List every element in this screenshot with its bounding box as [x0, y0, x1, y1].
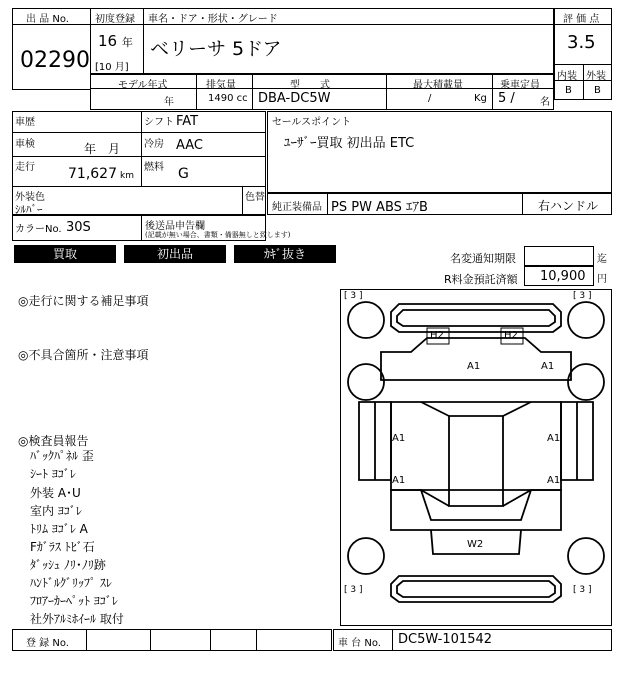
max-load-unit: Kg	[474, 93, 487, 104]
chassis-no-label: 車 台 No.	[338, 638, 381, 649]
inspector-line: ﾌﾛｱｰｶｰﾍﾟｯﾄ ﾖｺﾞﾚ	[30, 594, 118, 608]
mileage-value: 71,627	[68, 166, 117, 182]
history-label: 車歴	[15, 117, 35, 128]
car-outline-diagram	[341, 290, 611, 625]
damage-mark: H2	[504, 330, 518, 341]
color-change-label: 色替	[245, 192, 265, 203]
inspector-line: 室内 ﾖｺﾞﾚ	[30, 504, 82, 518]
first-registration-label: 初度登録	[95, 14, 135, 25]
capacity-label: 乗車定員	[500, 80, 540, 91]
inspection-value: 年 月	[84, 142, 121, 156]
exterior-grade-label: 外装	[586, 71, 606, 82]
recycle-fee-label: R料金預託済額	[444, 273, 518, 286]
tag-first-listing: 初出品	[124, 245, 226, 263]
model-type: DBA-DC5W	[258, 91, 331, 106]
inspector-report-title: ◎検査員報告	[18, 434, 89, 448]
equipment: PS PW ABS ｴｱB	[331, 200, 428, 215]
car-diagram	[340, 289, 612, 626]
docs-note: (記載が無い場合、書類・備器無しと致します)	[145, 231, 291, 239]
detail-grid	[12, 111, 266, 215]
exterior-grade: B	[594, 85, 601, 96]
diagram-corner-top-right: [ 3 ]	[573, 291, 592, 301]
interior-grade-label: 内装	[557, 71, 577, 82]
tag-key-removed: ｶｷﾞ抜き	[234, 245, 336, 263]
tag-kaitori: 買取	[14, 245, 116, 263]
lot-number: 02290	[20, 48, 90, 73]
driving-supplement-title: ◎走行に関する補足事項	[18, 294, 149, 308]
inspector-line: ﾄﾘﾑ ﾖｺﾞﾚ A	[30, 522, 88, 536]
inspector-line: 社外ｱﾙﾐﾎｲｰﾙ 取付	[30, 612, 124, 626]
damage-mark: A1	[547, 475, 561, 486]
equipment-label: 純正装備品	[272, 202, 322, 213]
recycle-fee: 10,900	[540, 269, 586, 284]
recycle-fee-unit: 円	[597, 274, 607, 285]
registration-no-label: 登 録 No.	[26, 638, 69, 649]
damage-mark: A1	[547, 433, 561, 444]
registration-month: [10 月]	[95, 62, 129, 73]
type-label: 型 式	[290, 80, 330, 91]
mileage-unit: km	[120, 171, 134, 181]
color-no-label: カラーNo.	[15, 224, 62, 235]
diagram-corner-bottom-right: [ 3 ]	[573, 585, 592, 595]
chassis-no: DC5W-101542	[398, 632, 493, 647]
damage-mark: A1	[541, 361, 555, 372]
inspector-line: ﾊﾝﾄﾞﾙｸﾞﾘｯﾌﾟ ｽﾚ	[30, 576, 112, 590]
mileage-label: 走行	[15, 162, 35, 173]
capacity: 5 /	[498, 91, 515, 106]
inspector-line: 外装 A･U	[30, 486, 81, 500]
score-label: 評 価 点	[563, 14, 600, 25]
lot-number-label: 出 品 No.	[26, 14, 69, 25]
shift-value: FAT	[176, 114, 199, 129]
name-change-deadline-box	[524, 246, 594, 266]
model-year-label: モデル年式	[118, 80, 168, 91]
sales-point-label: セールスポイント	[272, 117, 352, 128]
diagram-corner-top-left: [ 3 ]	[344, 291, 363, 301]
inspector-line: ｼｰﾄ ﾖｺﾞﾚ	[30, 467, 76, 481]
displacement-label: 排気量	[206, 80, 236, 91]
damage-mark: A1	[392, 433, 406, 444]
exterior-color: ｼﾙﾊﾞｰ	[15, 203, 43, 216]
capacity-unit: 名	[540, 97, 550, 108]
damage-mark: W2	[467, 539, 484, 550]
defects-title: ◎不具合箇所・注意事項	[18, 348, 149, 362]
inspector-line: ﾀﾞｯｼｭ ﾉﾘ･ﾉﾘ跡	[30, 558, 106, 572]
ac-value: AAC	[176, 138, 203, 153]
reg-year-unit: 年	[121, 36, 133, 49]
shift-label: シフト	[144, 117, 174, 128]
max-load-slash: /	[428, 93, 432, 104]
inspection-label: 車検	[15, 139, 35, 150]
handle-side: 右ハンドル	[538, 199, 599, 213]
inspector-line: Fｶﾞﾗｽ ﾄﾋﾞ石	[30, 540, 95, 554]
evaluation-score: 3.5	[567, 32, 596, 53]
registration-year	[98, 32, 133, 50]
car-name: ベリーサ 5ドア	[150, 38, 282, 60]
model-year-unit: 年	[164, 97, 174, 108]
interior-grade: B	[565, 85, 572, 96]
car-name-label: 車名・ドア・形状・グレード	[148, 14, 278, 25]
diagram-corner-bottom-left: [ 3 ]	[344, 585, 363, 595]
exterior-color-label: 外装色	[15, 192, 45, 203]
fuel-label: 燃料	[144, 162, 164, 173]
damage-mark: H2	[430, 330, 444, 341]
sales-point: ﾕｰｻﾞｰ買取 初出品 ETC	[284, 136, 415, 151]
name-change-unit: 迄	[597, 254, 607, 265]
docs-label: 後送品申告欄	[145, 221, 205, 232]
inspector-line: ﾊﾞｯｸﾊﾟﾈﾙ 歪	[30, 449, 94, 463]
max-load-label: 最大積載量	[413, 80, 463, 91]
name-change-deadline-label: 名変通知期限	[450, 252, 516, 265]
damage-mark: A1	[392, 475, 406, 486]
ac-label: 冷房	[144, 139, 164, 150]
color-no: 30S	[66, 220, 91, 235]
displacement: 1490 cc	[208, 93, 248, 104]
fuel-value: G	[178, 166, 189, 182]
damage-mark: A1	[467, 361, 481, 372]
reg-year-value: 16	[98, 32, 118, 50]
